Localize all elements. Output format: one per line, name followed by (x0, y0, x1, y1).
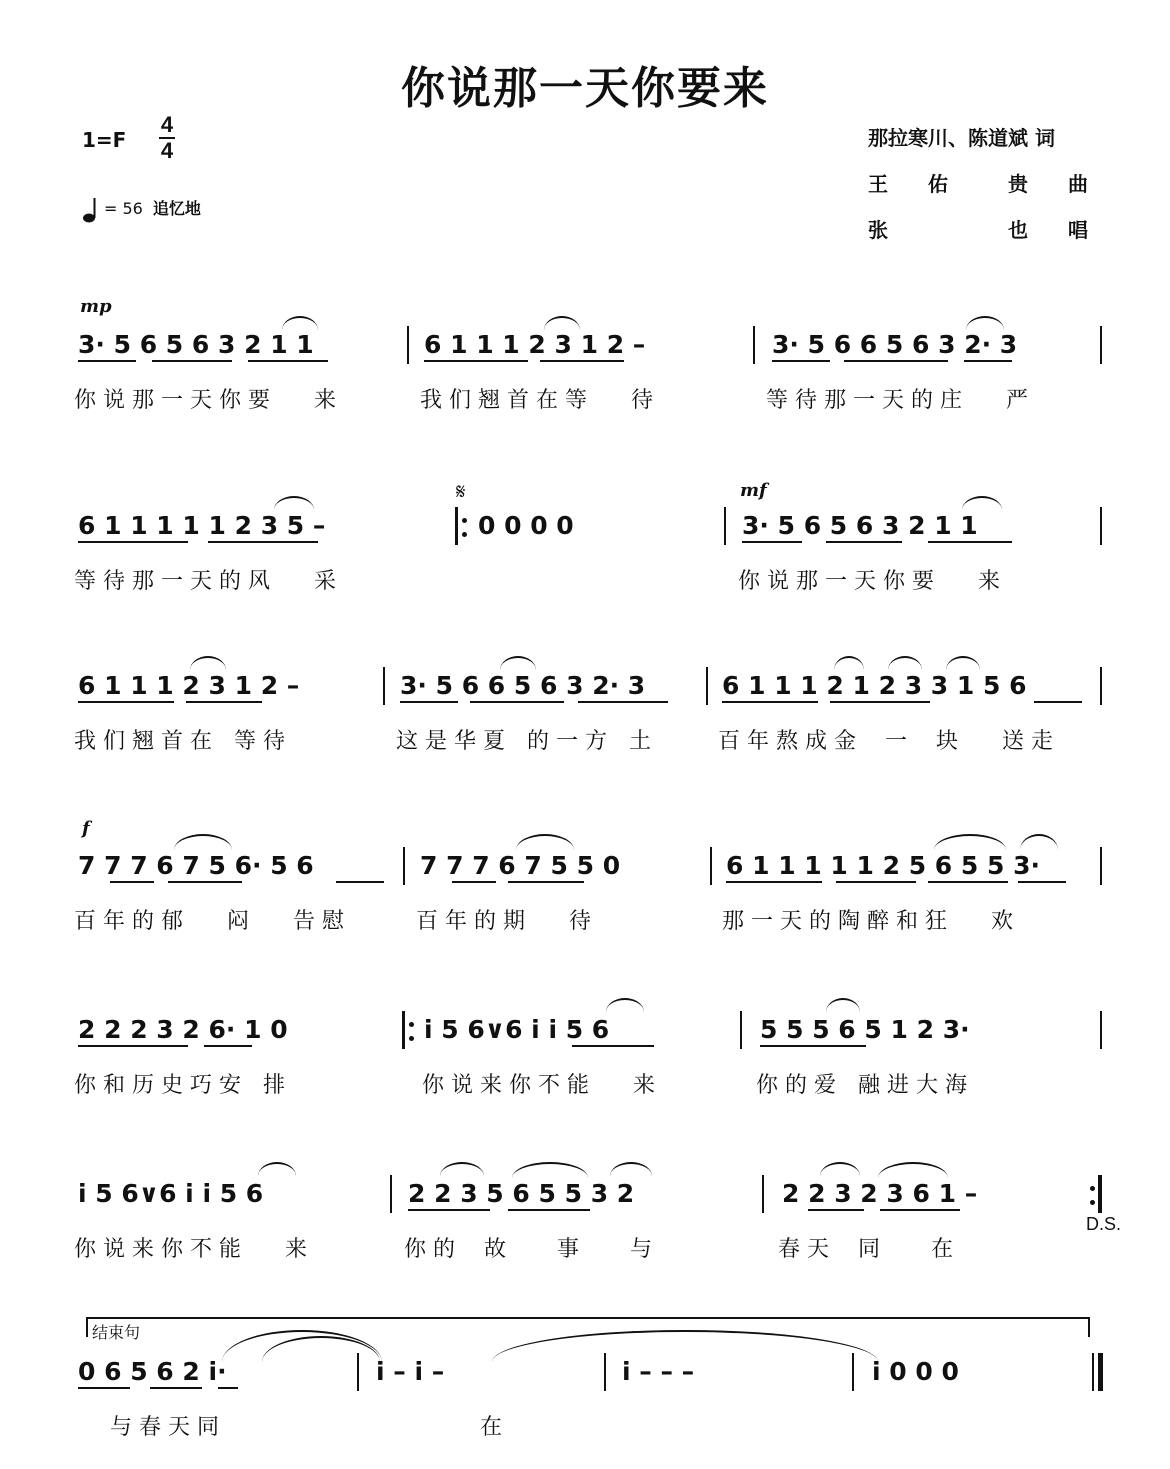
row3-measure3-notes: 6 1 1 1 2 1 2 3 3 1 5 6 (722, 671, 1027, 700)
row6-lyrics-1: 你 说 来 你 不 能 来 (74, 1237, 307, 1262)
barline (1100, 507, 1102, 545)
barline (710, 847, 712, 885)
underline (424, 360, 528, 362)
barline (604, 1353, 606, 1391)
slur (440, 1162, 484, 1176)
ending-bracket-left (86, 1317, 88, 1337)
underline (880, 1209, 960, 1211)
slur (512, 1162, 588, 1178)
song-title: 你说那一天你要来 (401, 63, 769, 114)
slur (258, 1162, 296, 1176)
row5-lyrics-3: 你 的 爱 融 进 大 海 (756, 1073, 967, 1098)
underline (1018, 881, 1066, 883)
underline (168, 881, 242, 883)
row1-measure1-notes: 3· 5 6 5 6 3 2 1 1 (78, 330, 314, 359)
slur (966, 316, 1004, 330)
composer-credit: 王 佑 贵 曲 (868, 172, 1088, 196)
underline (186, 701, 262, 703)
row6-measure2-notes: 2 2 3 5 6 5 5 3 2 (408, 1179, 635, 1208)
repeat-start-barline (402, 1011, 405, 1049)
underline (408, 1209, 490, 1211)
underline (336, 881, 384, 883)
slur (500, 656, 536, 670)
row3-lyrics-1: 我 们 翘 首 在 等 待 (74, 729, 285, 754)
underline (742, 541, 802, 543)
row6-lyrics-3: 春 天 同 在 (778, 1237, 953, 1262)
slur (826, 998, 860, 1012)
row3-measure1-notes: 6 1 1 1 2 3 1 2 – (78, 671, 300, 700)
underline (470, 701, 564, 703)
row2-measure2-notes: 0 0 0 0 (478, 511, 574, 540)
tempo-expression: 追忆地 (152, 199, 201, 218)
slur (610, 1162, 652, 1176)
row1-lyrics-3: 等 待 那 一 天 的 庄 严 (766, 388, 1028, 413)
ending-bracket (86, 1317, 1090, 1319)
underline (760, 1045, 866, 1047)
dal-segno-marking: D.S. (1086, 1214, 1122, 1234)
barline (1100, 667, 1102, 705)
row4-lyrics-3: 那 一 天 的 陶 醉 和 狂 欢 (722, 909, 1013, 934)
underline (928, 881, 1008, 883)
final-barline-thick (1098, 1353, 1103, 1391)
repeat-dot (1090, 1186, 1095, 1191)
row4-measure1-notes: 7 7 7 6 7 5 6· 5 6 (78, 851, 314, 880)
segno-sign: 𝄋 (456, 480, 466, 505)
barline (390, 1175, 392, 1213)
repeat-dot (462, 532, 467, 537)
underline (830, 701, 930, 703)
row4-measure2-notes: 7 7 7 6 7 5 5 0 (420, 851, 621, 880)
row2-lyrics-1: 等 待 那 一 天 的 风 采 (74, 569, 336, 594)
underline (218, 1387, 238, 1389)
underline (204, 1045, 252, 1047)
barline (740, 1011, 742, 1049)
underline (110, 881, 154, 883)
repeat-dot (409, 1036, 414, 1041)
row1-measure3-notes: 3· 5 6 6 5 6 3 2· 3 (772, 330, 1018, 359)
row3-lyrics-3: 百 年 熬 成 金 一 块 送 走 (718, 729, 1053, 754)
underline (248, 360, 328, 362)
tempo-value: = 56 (104, 199, 143, 218)
barline (407, 326, 409, 364)
underline (78, 701, 174, 703)
underline (508, 1209, 588, 1211)
slur (820, 1162, 860, 1176)
row1-lyrics-2: 我 们 翘 首 在 等 待 (420, 388, 653, 413)
barline (706, 667, 708, 705)
barline (753, 326, 755, 364)
barline (724, 507, 726, 545)
row4-lyrics-1: 百 年 的 郁 闷 告 慰 (74, 909, 344, 934)
underline (208, 541, 318, 543)
underline (844, 360, 948, 362)
slur (282, 316, 318, 330)
barline (1100, 326, 1102, 364)
underline (826, 541, 902, 543)
underline (726, 881, 822, 883)
slur (274, 496, 314, 510)
underline (78, 541, 188, 543)
underline (928, 541, 1012, 543)
barline (852, 1353, 854, 1391)
row1-measure2-notes: 6 1 1 1 2 3 1 2 – (424, 330, 646, 359)
underline (78, 360, 136, 362)
slur (174, 834, 232, 850)
slur (190, 656, 226, 670)
underline (452, 881, 496, 883)
underline (836, 881, 916, 883)
row2-measure3-notes: 3· 5 6 5 6 3 2 1 1 (742, 511, 978, 540)
underline (78, 1387, 130, 1389)
row2-lyrics-3: 你 说 那 一 天 你 要 来 (738, 569, 1000, 594)
slur (1020, 834, 1058, 850)
final-barline-thin (1092, 1353, 1094, 1391)
tempo-marking (82, 196, 201, 224)
underline (578, 701, 668, 703)
repeat-dot (409, 1022, 414, 1027)
dynamic-f: f (82, 818, 90, 839)
barline (357, 1353, 359, 1391)
coda-lyrics-2: 在 (480, 1415, 503, 1440)
lyricist-credit: 那拉寒川、陈道斌 词 (868, 126, 1055, 150)
repeat-end-barline (1098, 1175, 1102, 1213)
row1-lyrics-1: 你 说 那 一 天 你 要 来 (74, 388, 336, 413)
row3-lyrics-2: 这 是 华 夏 的 一 方 土 (396, 729, 651, 754)
ending-bracket-right (1088, 1317, 1090, 1337)
slur (544, 316, 580, 330)
time-signature-bottom: 4 (160, 138, 174, 163)
coda-lyrics-1: 与 春 天 同 (110, 1415, 219, 1440)
coda-measure4-notes: i 0 0 0 (872, 1357, 959, 1386)
row6-lyrics-2: 你 的 故 事 与 (404, 1237, 652, 1262)
dynamic-mf: mf (740, 480, 767, 501)
coda-measure2-notes: i – i – (376, 1357, 445, 1386)
barline (1100, 1011, 1102, 1049)
row6-measure3-notes: 2 2 3 2 3 6 1 – (782, 1179, 978, 1208)
row5-measure2-notes: i 5 6∨6 i i 5 6 (424, 1015, 610, 1044)
coda-measure3-notes: i – – – (622, 1357, 695, 1386)
row3-measure2-notes: 3· 5 6 6 5 6 3 2· 3 (400, 671, 646, 700)
underline (78, 1045, 188, 1047)
repeat-dot (462, 518, 467, 523)
dynamic-mp: mp (80, 296, 112, 317)
row5-lyrics-1: 你 和 历 史 巧 安 排 (74, 1073, 285, 1098)
row4-measure3-notes: 6 1 1 1 1 1 2 5 6 5 5 3· (726, 851, 1040, 880)
slur (888, 656, 922, 670)
slur (934, 834, 1006, 850)
underline (540, 360, 624, 362)
underline (964, 360, 1012, 362)
row2-measure1-notes: 6 1 1 1 1 1 2 3 5 – (78, 511, 326, 540)
slur (516, 834, 574, 850)
row5-lyrics-2: 你 说 来 你 不 能 来 (422, 1073, 655, 1098)
repeat-dot (1090, 1200, 1095, 1205)
underline (152, 360, 232, 362)
row5-measure1-notes: 2 2 2 3 2 6· 1 0 (78, 1015, 288, 1044)
ending-label: 结束句 (92, 1323, 141, 1342)
underline (572, 1045, 654, 1047)
barline (1100, 847, 1102, 885)
underline (722, 701, 818, 703)
underline (150, 1387, 202, 1389)
key-signature: 1=F (82, 128, 127, 152)
slur (962, 496, 1002, 510)
repeat-start-barline (455, 507, 458, 545)
barline (762, 1175, 764, 1213)
underline (400, 701, 458, 703)
row5-measure3-notes: 5 5 5 6 5 1 2 3· (760, 1015, 970, 1044)
row4-lyrics-2: 百 年 的 期 待 (416, 909, 591, 934)
row6-measure1-notes: i 5 6∨6 i i 5 6 (78, 1179, 264, 1208)
slur (878, 1162, 948, 1178)
underline (772, 360, 830, 362)
underline (1034, 701, 1082, 703)
underline (508, 881, 584, 883)
singer-credit: 张 也 唱 (868, 218, 1088, 242)
barline (403, 847, 405, 885)
slur (946, 656, 980, 670)
quarter-note-icon (82, 196, 100, 224)
underline (808, 1209, 864, 1211)
barline (383, 667, 385, 705)
slur (606, 998, 644, 1012)
coda-measure1-notes: 0 6 5 6 2 i· (78, 1357, 227, 1386)
slur (834, 656, 864, 670)
time-signature (152, 114, 182, 162)
time-signature-top: 4 (160, 112, 174, 137)
